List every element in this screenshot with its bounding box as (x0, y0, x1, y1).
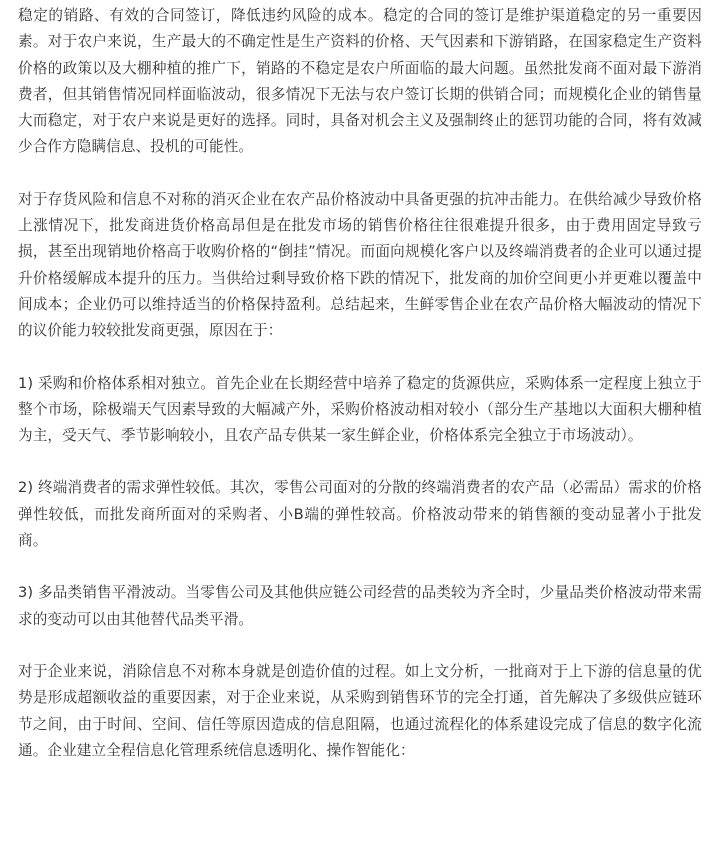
paragraph-point-3-multi-category: 3) 多品类销售平滑波动。当零售公司及其他供应链公司经营的品类较为齐全时，少量品类价格波动带来需求的变动可以由其他替代品类平滑。 (18, 584, 702, 628)
paragraph-stable-sales-contracts: 稳定的销路、有效的合同签订，降低违约风险的成本。稳定的合同的签订是维护渠道稳定的另一重要因素。对于农户来说，生产最大的不确定性是生产资料的价格、天气因素和下游销路，在国家稳定生产资料价格的政策以及大棚种植的推广下，销路的不稳定是农户所面临的最大问题。虽然批发商不面对最下游消费者，但其销售情况同样面临波动，很多情况下无法与农户签订长期的供销合同；而规模化企业的销售量大而稳定，对于农户来说是更好的选择。同时，具备对机会主义及强制终止的惩罚功能的合同，将有效减少合作方隐瞒信息、投机的可能性。 (18, 7, 702, 156)
paragraph-inventory-risk-information: 对于存货风险和信息不对称的消灭企业在农产品价格波动中具备更强的抗冲击能力。在供给减少导致价格上涨情况下，批发商进货价格高昂但是在批发市场的销售价格往往很难提升很多，由于费用固定导致亏损，甚至出现销地价格高于收购价格的“倒挂”情况。而面向规模化客户以及终端消费者的企业可以通过提升价格缓解成本提升的压力。当供给过剩导致价格下跌的情况下，批发商的加价空间更小并更难以覆盖中间成本；企业仍可以维持适当的价格保持盈利。总结起来，生鲜零售企业在农产品价格大幅波动的情况下的议价能力较较批发商更强，原因在于： (18, 190, 702, 340)
article-body (18, 3, 702, 764)
paragraph-point-2-demand-elasticity: 2) 终端消费者的需求弹性较低。其次，零售公司面对的分散的终端消费者的农产品（必需品）需求的价格弹性较低，而批发商所面对的采购者、小B端的弹性较高。价格波动带来的销售额的变动显著小于批发商。 (18, 479, 702, 550)
paragraph-point-1-procurement-pricing: 1) 采购和价格体系相对独立。首先企业在长期经营中培养了稳定的货源供应，采购体系一定程度上独立于整个市场，除极端天气因素导致的大幅减产外，采购价格波动相对较小（部分生产基地以大面积大棚种植为主，受天气、季节影响较小，且农产品专供某一家生鲜企业，价格体系完全独立于市场波动）。 (18, 374, 702, 445)
paragraph-information-asymmetry-value: 对于企业来说，消除信息不对称本身就是创造价值的过程。如上文分析，一批商对于上下游的信息量的优势是形成超额收益的重要因素，对于企业来说，从采购到销售环节的完全打通，首先解决了多级供应链环节之间，由于时间、空间、信任等原因造成的信息阻隔，也通过流程化的体系建设完成了信息的数字化流通。企业建立全程信息化管理系统信息透明化、操作智能化： (18, 662, 702, 759)
